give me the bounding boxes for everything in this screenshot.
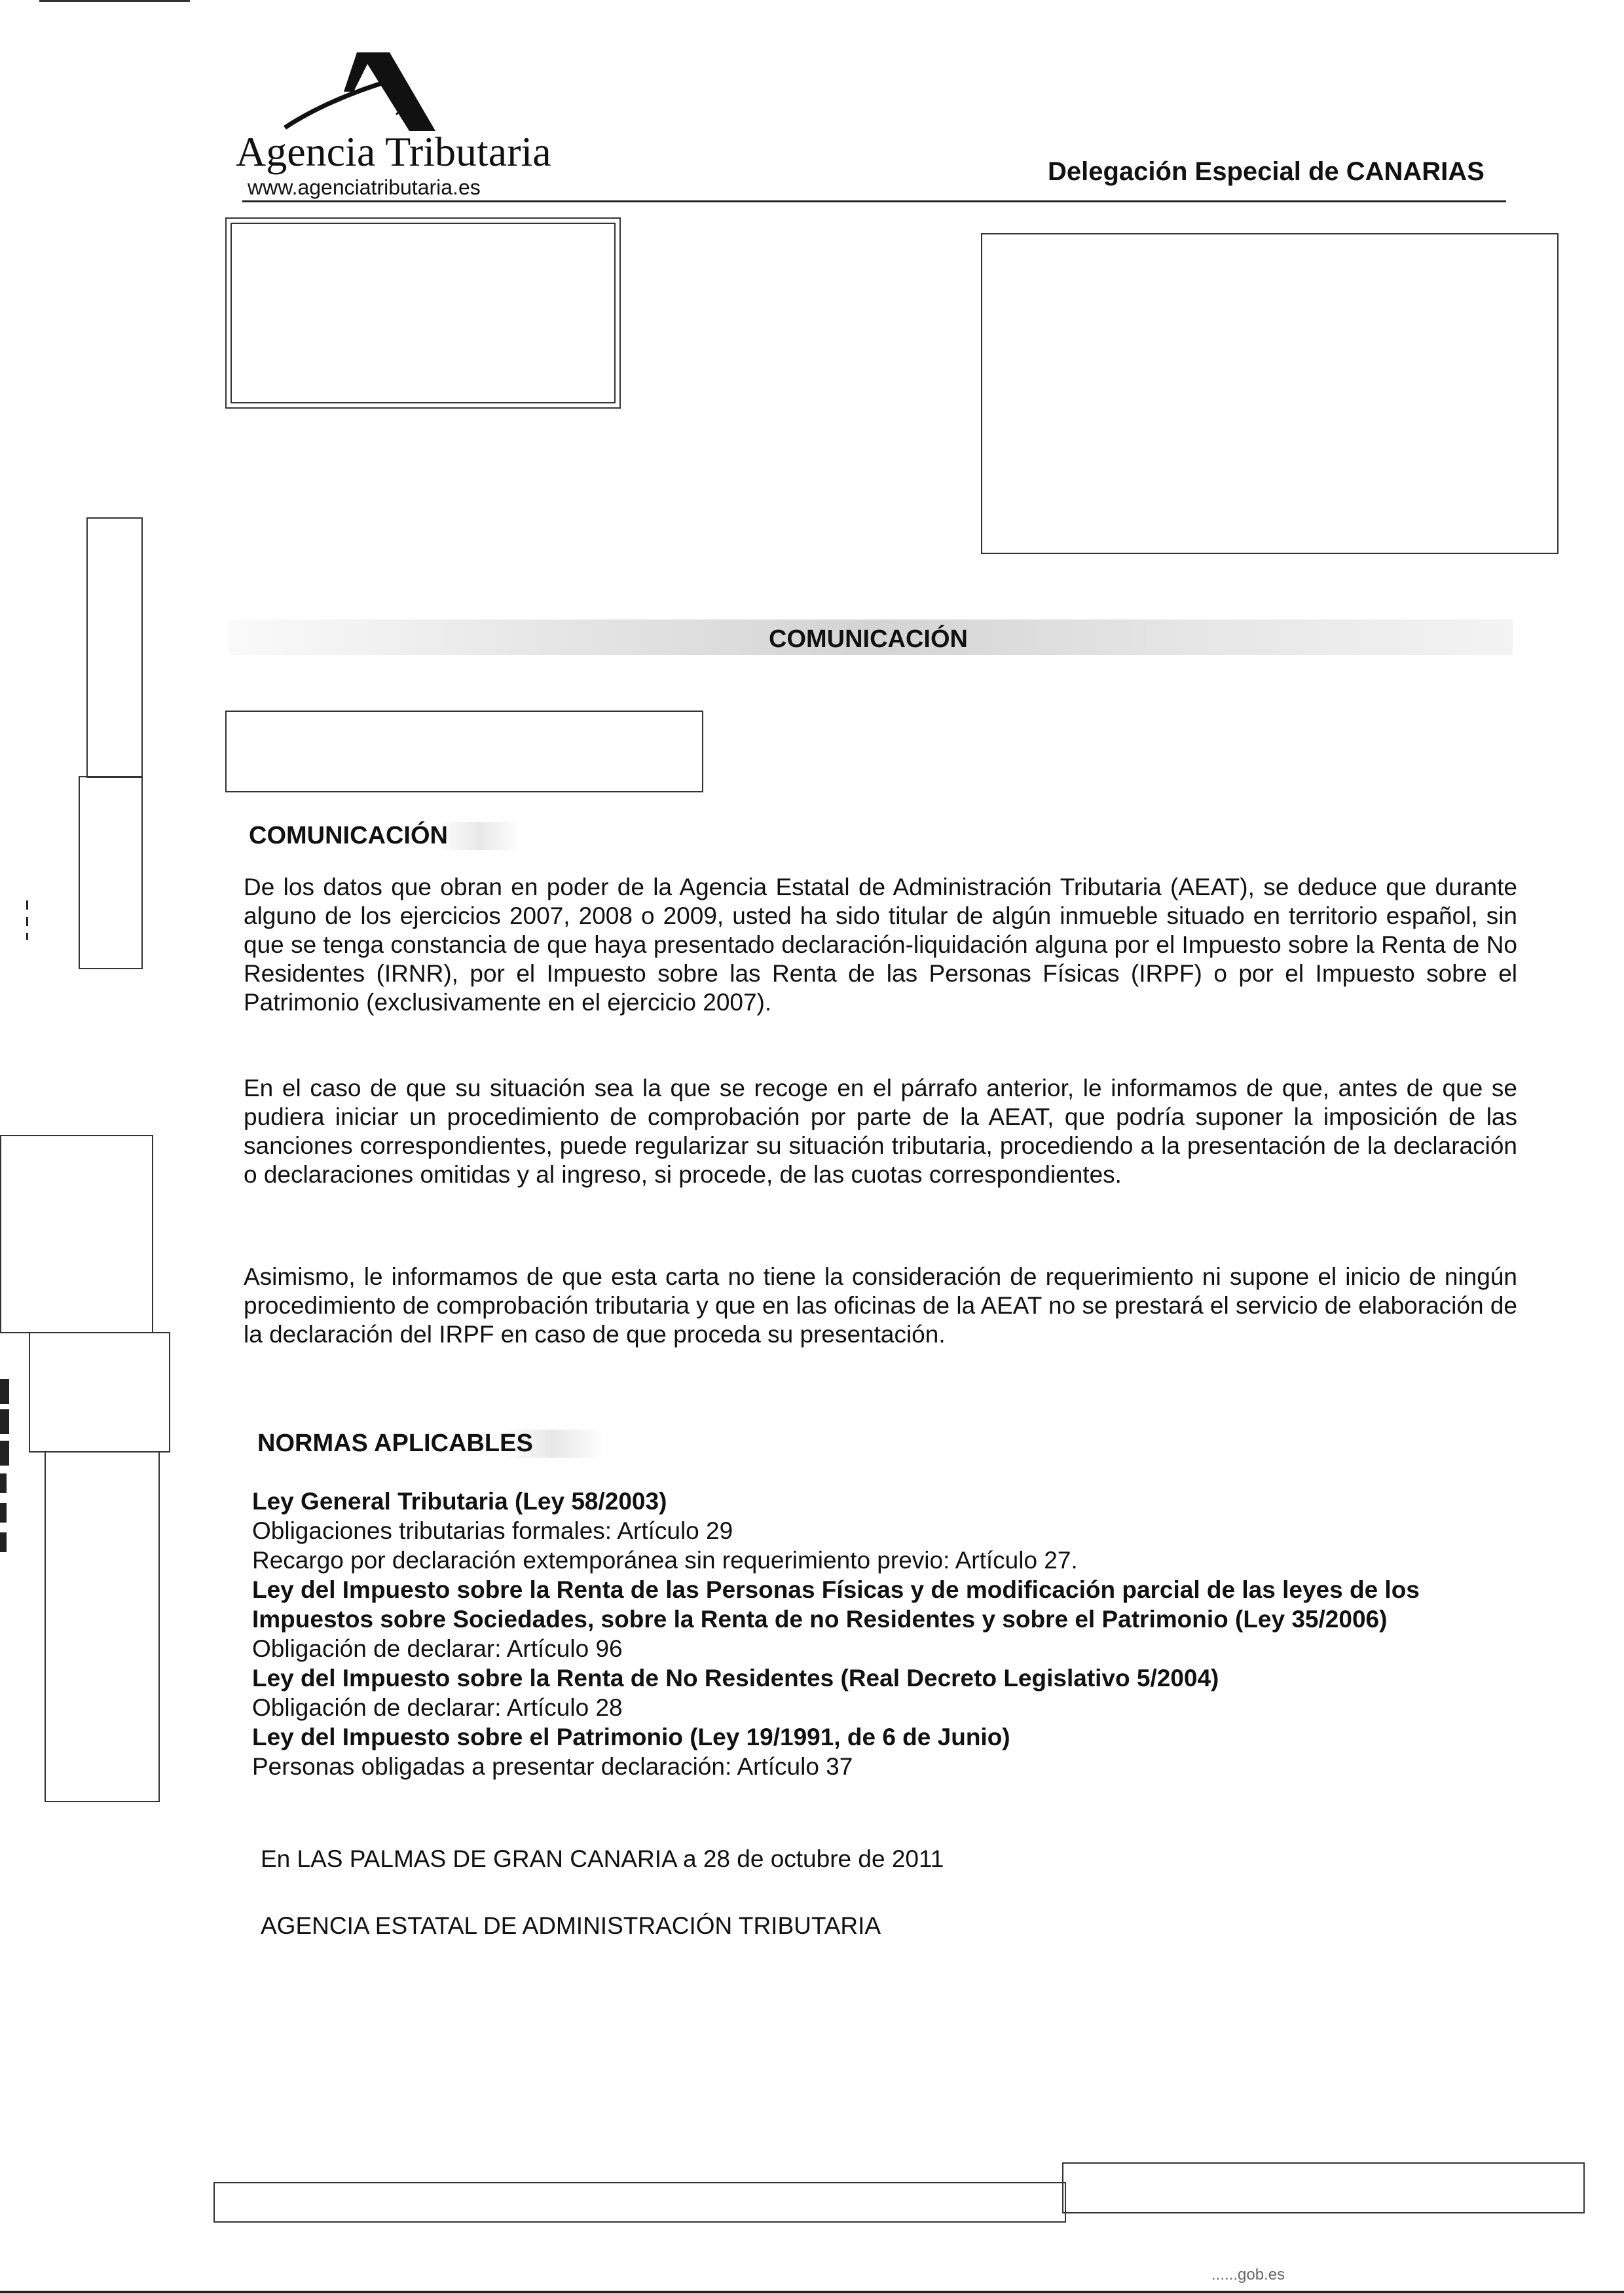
law-article: Recargo por declaración extemporánea sin requerimiento previo: Artículo 27.: [252, 1547, 1078, 1574]
scan-mark: [0, 1441, 9, 1466]
law-article: Obligaciones tributarias formales: Artículo 29: [252, 1517, 733, 1544]
footer-box-left: [213, 2182, 1066, 2223]
margin-box-1: [86, 517, 143, 778]
footer-box-right: [1062, 2162, 1585, 2213]
scan-mark: [0, 1532, 7, 1552]
reference-box: [225, 711, 703, 792]
law-title: Ley del Impuesto sobre la Renta de No Residentes (Real Decreto Legislativo 5/2004): [252, 1665, 1219, 1692]
normas-list: [252, 1487, 1536, 1781]
logo-url: www.agenciatributaria.es: [248, 176, 481, 199]
place-date: En LAS PALMAS DE GRAN CANARIA a 28 de octubre de 2011: [261, 1845, 944, 1872]
paragraph-1: De los datos que obran en poder de la Agencia Estatal de Administración Tributaria (AEAT), se deduce que durante alguno de los ejercicios 2007, 2008 o 2009, usted ha sido titular de algún inmueble situado en territorio español, sin que se tenga constancia de que haya presentado declaración-liquidación alguna por el Impuesto sobre la Renta de No Residentes (IRNR), por el Impuesto sobre las Renta de las Personas Físicas (IRPF) o por el Impuesto sobre el Patrimonio (exclusivamente en el ejercicio 2007).: [244, 874, 1517, 1016]
law-title: Ley del Impuesto sobre la Renta de las Personas Físicas y de modificación parcial de las leyes de los Impuestos sobre Sociedades, sobre la Renta de no Residentes y sobre el Patrimonio (Ley 35/2006): [252, 1576, 1420, 1633]
law-title: Ley del Impuesto sobre el Patrimonio (Ley 19/1991, de 6 de Junio): [252, 1724, 1010, 1750]
normas-heading: NORMAS APLICABLES: [257, 1430, 605, 1458]
scan-mark: [0, 1503, 7, 1523]
sender-box: [225, 217, 621, 409]
scan-mark: [26, 900, 28, 910]
agencia-tributaria-logo-icon: [275, 46, 445, 138]
comunicacion-heading: COMUNICACIÓN: [249, 822, 520, 850]
scan-mark: [0, 1379, 9, 1404]
law-title: Ley General Tributaria (Ley 58/2003): [252, 1488, 667, 1515]
banner-title: COMUNICACIÓN: [769, 625, 968, 653]
law-article: Personas obligadas a presentar declaración: Artículo 37: [252, 1753, 853, 1780]
scan-bottom-rule: [0, 2291, 1624, 2293]
paragraph-3: Asimismo, le informamos de que esta carta no tiene la consideración de requerimiento ni supone el inicio de ningún procedimiento de comprobación tributaria y que en las oficinas de la AEAT no se prestará el servicio de elaboración de la declaración del IRPF en caso de que proceda su presentación.: [244, 1263, 1517, 1348]
margin-box-4: [29, 1332, 170, 1452]
margin-box-5: [45, 1451, 160, 1802]
scan-mark: [0, 1409, 9, 1434]
sender-box-inner: [231, 223, 616, 403]
scan-mark: [26, 933, 28, 940]
footer-partial-text: ......gob.es: [1211, 2266, 1285, 2284]
paragraph-2: En el caso de que su situación sea la que se recoge en el párrafo anterior, le informamos de que, antes de que se pudiera iniciar un procedimiento de comprobación por parte de la AEAT, que podría suponer la imposición de las sanciones correspondientes, puede regularizar su situación tributaria, procediendo a la presentación de la declaración o declaraciones omitidas y al ingreso, si procede, de las cuotas correspondientes.: [244, 1075, 1517, 1188]
law-article: Obligación de declarar: Artículo 28: [252, 1694, 623, 1721]
scan-mark: [0, 1473, 7, 1493]
margin-box-2: [79, 776, 143, 969]
scan-top-rule: [39, 0, 190, 2]
signature: AGENCIA ESTATAL DE ADMINISTRACIÓN TRIBUTARIA: [261, 1912, 881, 1939]
margin-box-3: [0, 1135, 153, 1333]
recipient-address-box: [981, 233, 1559, 554]
header-divider: [242, 200, 1506, 202]
logo-name: Agencia Tributaria: [236, 128, 551, 175]
scan-mark: [26, 917, 28, 926]
delegacion-label: Delegación Especial de CANARIAS: [1048, 157, 1485, 186]
law-article: Obligación de declarar: Artículo 96: [252, 1635, 623, 1662]
